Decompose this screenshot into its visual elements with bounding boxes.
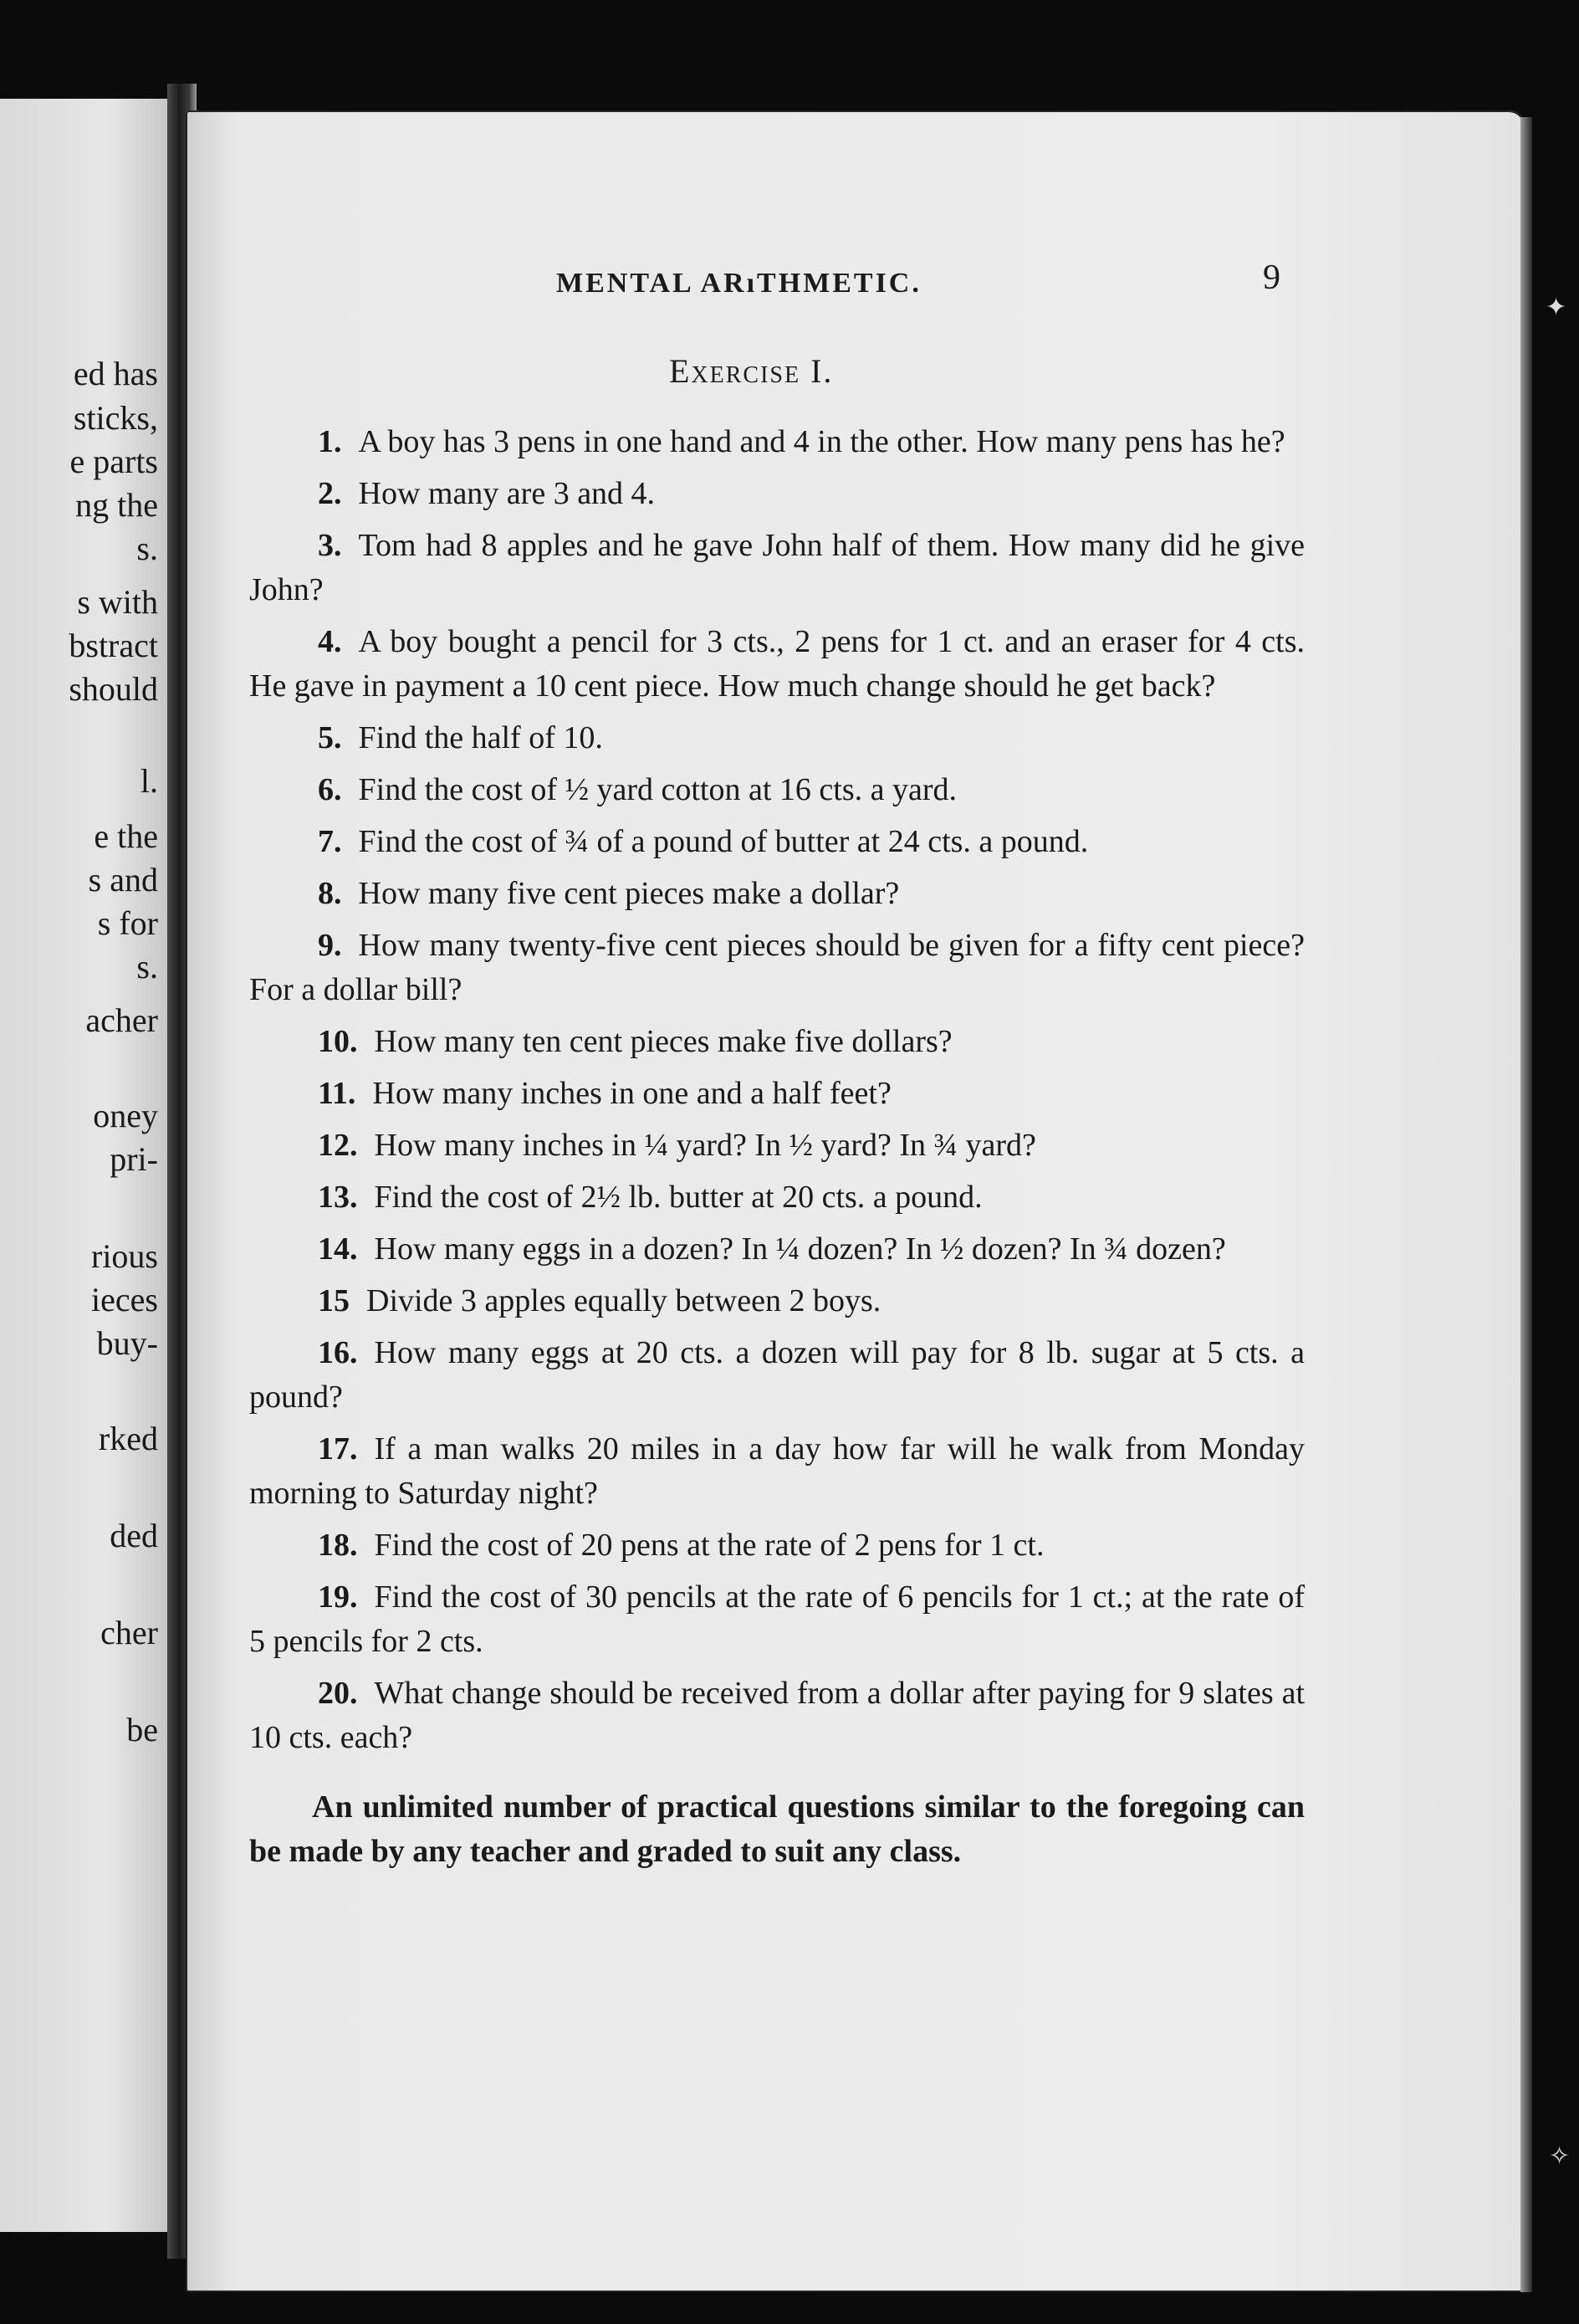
left-fragment: be: [126, 1711, 158, 1748]
left-fragment: sticks,: [73, 399, 158, 437]
question-number: 20.: [318, 1676, 358, 1711]
left-fragment: oney: [93, 1097, 158, 1134]
left-fragment: s for: [97, 904, 158, 942]
closing-note: An unlimited number of practical questions similar to the foregoing can be made by any teacher and graded to suit any class.: [249, 1789, 1305, 1869]
question-number: 3.: [318, 528, 342, 563]
left-fragment: rious: [91, 1237, 158, 1275]
left-fragment: should: [69, 670, 158, 708]
question-number: 16.: [318, 1335, 358, 1370]
question-number: 14.: [318, 1231, 358, 1267]
left-fragment: cher: [100, 1614, 158, 1651]
question: [249, 1523, 1305, 1568]
question-text: How many eggs in a dozen? In ¼ dozen? In ½ dozen? In ¾ dozen?: [374, 1231, 1226, 1267]
question: [249, 1227, 1305, 1272]
question: [249, 1124, 1305, 1168]
question: [249, 872, 1305, 916]
question-number: 5.: [318, 720, 342, 755]
question-number: 18.: [318, 1528, 358, 1563]
left-fragment: ng the: [75, 486, 158, 524]
exercise-body: [249, 420, 1305, 1906]
question-number: 4.: [318, 624, 342, 659]
left-fragment: e parts: [69, 443, 158, 480]
scan-speck: ✧: [1549, 2142, 1571, 2170]
question-text: Find the cost of 2½ lb. butter at 20 cts. a pound.: [374, 1180, 983, 1215]
question: [249, 1175, 1305, 1220]
left-fragment: acher: [85, 1001, 158, 1039]
question-text: Find the half of 10.: [358, 720, 603, 755]
question: [249, 768, 1305, 812]
question-number: 19.: [318, 1579, 358, 1615]
question-text: A boy has 3 pens in one hand and 4 in the other. How many pens has he?: [358, 424, 1285, 459]
question-text: How many are 3 and 4.: [358, 476, 656, 511]
question: [249, 1671, 1305, 1760]
question-number: 17.: [318, 1431, 358, 1467]
question: [249, 524, 1305, 612]
question: [249, 716, 1305, 760]
left-page-edge: [0, 99, 180, 2232]
question: [249, 420, 1305, 464]
question: [249, 1427, 1305, 1516]
question-number: 7.: [318, 824, 342, 859]
left-fragment: ieces: [91, 1281, 158, 1318]
exercise-title: Exercise I.: [669, 352, 834, 390]
left-fragment: s and: [88, 861, 158, 898]
left-fragment: s.: [136, 948, 158, 985]
question-text: How many inches in one and a half feet?: [372, 1076, 892, 1111]
question-text: Tom had 8 apples and he gave John half of them. How many did he give John?: [249, 528, 1305, 607]
left-fragment: bstract: [69, 627, 158, 664]
question: [249, 1331, 1305, 1420]
question: [249, 620, 1305, 709]
question: [249, 1279, 1305, 1323]
question: [249, 1575, 1305, 1664]
question-text: Find the cost of 20 pens at the rate of 2 pens for 1 ct.: [374, 1528, 1045, 1563]
question-number: 11.: [318, 1076, 356, 1111]
question-text: How many twenty-five cent pieces should be given for a fifty cent piece? For a dollar bill?: [249, 928, 1305, 1007]
page-number: 9: [1263, 259, 1280, 297]
question-text: Find the cost of 30 pencils at the rate of 6 pencils for 1 ct.; at the rate of 5 pencils for 2 cts.: [249, 1579, 1305, 1659]
question: [249, 472, 1305, 516]
left-fragment: ed has: [73, 355, 158, 392]
question: [249, 820, 1305, 864]
question-number: 13.: [318, 1180, 358, 1215]
running-head: MENTAL ARıTHMETIC.: [556, 268, 922, 299]
question-text: How many five cent pieces make a dollar?: [358, 876, 900, 911]
left-fragment: s with: [77, 583, 158, 621]
question: [249, 924, 1305, 1012]
left-fragment: rked: [98, 1420, 158, 1457]
question-number: 9.: [318, 928, 342, 963]
question-text: What change should be received from a dollar after paying for 9 slates at 10 cts. each?: [249, 1676, 1305, 1755]
question-text: How many eggs at 20 cts. a dozen will pay for 8 lb. sugar at 5 cts. a pound?: [249, 1335, 1305, 1415]
page-edge-shadow: [1520, 117, 1532, 2292]
left-fragment: pri-: [110, 1140, 158, 1178]
left-fragment: s.: [136, 530, 158, 567]
question-text: Find the cost of ½ yard cotton at 16 cts. a yard.: [358, 772, 958, 807]
question-number: 2.: [318, 476, 342, 511]
question-text: How many inches in ¼ yard? In ½ yard? In ¾ yard?: [374, 1128, 1036, 1163]
left-fragment: ded: [110, 1517, 158, 1554]
question-number: 8.: [318, 876, 342, 911]
left-fragment: e the: [94, 817, 158, 855]
question: [249, 1020, 1305, 1064]
question-text: A boy bought a pencil for 3 cts., 2 pens for 1 ct. and an eraser for 4 cts. He gave in payment a 10 cent piece. How much change should he get back?: [249, 624, 1305, 704]
question-number: 15: [318, 1283, 350, 1318]
question-text: How many ten cent pieces make five dollars?: [374, 1024, 953, 1059]
question-number: 1.: [318, 424, 342, 459]
question-text: Find the cost of ¾ of a pound of butter at 24 cts. a pound.: [358, 824, 1089, 859]
question-text: If a man walks 20 miles in a day how far will he walk from Monday morning to Saturday night?: [249, 1431, 1305, 1511]
question-number: 12.: [318, 1128, 358, 1163]
question-number: 6.: [318, 772, 342, 807]
scan-speck: ✦: [1546, 294, 1567, 321]
question: [249, 1072, 1305, 1116]
left-fragment: buy-: [96, 1324, 158, 1362]
left-fragment: l.: [140, 762, 158, 800]
question-text: Divide 3 apples equally between 2 boys.: [366, 1283, 881, 1318]
question-number: 10.: [318, 1024, 358, 1059]
